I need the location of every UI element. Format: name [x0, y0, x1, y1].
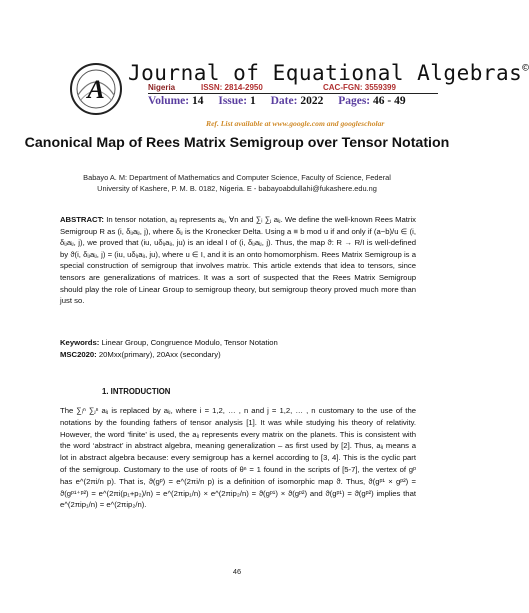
page-number: 46 — [232, 567, 242, 576]
logo-letter: A — [87, 75, 105, 104]
abstract-text: In tensor notation, aᵢⱼ represents aᵢⱼ, ∀n and ∑ᵢ ∑ⱼ aᵢⱼ. We define the well-known Rees Matrix Semigroup R as (i, δᵢⱼaᵢⱼ, j), where δᵢⱼ is the Kronecker Delta. Using a ≡ b mod u if and only if (a−b)/u ∈ (i, δᵢⱼaᵢⱼ, j), we proved that (iu, uδᵢⱼaᵢⱼ, ju) is an ideal I of (i, δᵢⱼaᵢⱼ, j). Thus, the map ϑ: R → R/I is well-defined by ϑ(i, δᵢⱼaᵢⱼ, j) = (iu, uδᵢⱼaᵢⱼ, ju), where u ∈ I, and it is an onto homomorphism. Rees Matrix Semigroup is a special construction of semigroup that involves matrix. This article extends that idea to tensors, since tensors are generalizations of matrices. It was a sort of suspected that the Rees Matrix Semigroup should play the role of Linear Group to semigroup theory, but semigroup theory proved much more than just so. — [60, 215, 416, 306]
keywords-block — [60, 337, 416, 360]
introduction-paragraph: The ∑ᵢⁿ ∑ⱼⁿ aᵢⱼ is replaced by aᵢⱼ, where i = 1,2, … , n and j = 1,2, … , n customary to the use of the notations by the founding fathers of tensor analysis [1]. It was while studying his theory of relativity. However, the word ‘finite’ is used, the aᵢⱼ represents every matrix on the planets. This is consistent with the word ‘abstract’ in abstract algebra, meaning generalization – as first used by [2]. Thus, aᵢⱼ means a lot in abstract algebra because: every semigroup has a kernel according to [3, 4]. This is the cyclic part of the semigroup. Customary to the use of roots of θⁿ = 1 found in the scripts of [5-7], the vertex of gᵖ has e^(2πi/n p). That is, ϑ(gᵖ) = e^(2πi/n p) is a definition of isomorphic map ϑ. Thus, ϑ(gᵖ¹ × gᵖ²) = ϑ(gᵖ¹⁺ᵖ²) = e^(2πi(p₁+p₂)/n) = e^(2πip₁/n) × e^(2πip₂/n) = ϑ(gᵖ¹) × ϑ(gᵖ²) and ϑ(gᵖ¹) = ϑ(gᵖ²) implies that e^(2πip₁/n) = e^(2πip₂/n). — [60, 406, 416, 510]
abstract-block — [60, 214, 416, 307]
masthead-divider — [148, 93, 438, 94]
msc-line — [60, 349, 416, 361]
journal-meta-row — [148, 95, 418, 107]
journal-country: Nigeria — [148, 83, 176, 92]
abstract-label: ABSTRACT: — [60, 215, 104, 224]
keywords-text: Linear Group, Congruence Modulo, Tensor Notation — [99, 338, 278, 347]
journal-masthead — [68, 57, 529, 137]
author-affiliation — [60, 172, 414, 194]
keywords-label: Keywords: — [60, 338, 100, 347]
msc-text: 20Mxx(primary), 20Axx (secondary) — [96, 349, 221, 359]
reference-availability: Ref. List available at www.google.com and googlescholar — [206, 119, 385, 128]
author-line-1: Babayo A. M: Department of Mathematics and Computer Science, Faculty of Science, Federal — [83, 173, 391, 182]
issue-label: Issue: — [218, 95, 248, 107]
paper-title: Canonical Map of Rees Matrix Semigroup over Tensor Notation — [24, 135, 450, 151]
journal-issn: ISSN: 2814-2950 — [201, 83, 263, 92]
author-line-2: University of Kashere, P. M. B. 0182, Nigeria. E - babayoabdullahi@fukashere.edu.ng — [97, 184, 377, 193]
journal-name: Journal of Equational Algebras — [128, 61, 523, 85]
pages-value: 46 - 49 — [373, 95, 406, 107]
copyright-mark: © — [522, 61, 529, 74]
section-heading-introduction: 1. INTRODUCTION — [102, 387, 171, 396]
date-value: 2022 — [300, 95, 324, 107]
issue-value: 1 — [250, 95, 256, 107]
volume-value: 14 — [191, 95, 204, 107]
pages-label: Pages: — [338, 95, 371, 107]
keywords-line — [60, 337, 416, 349]
journal-cac: CAC-FGN: 3559399 — [323, 83, 396, 92]
msc-label: MSC2020: — [60, 349, 97, 359]
date-label: Date: — [270, 95, 298, 107]
journal-title — [128, 61, 529, 85]
journal-logo-icon — [68, 61, 124, 117]
volume-label: Volume: — [148, 95, 190, 107]
